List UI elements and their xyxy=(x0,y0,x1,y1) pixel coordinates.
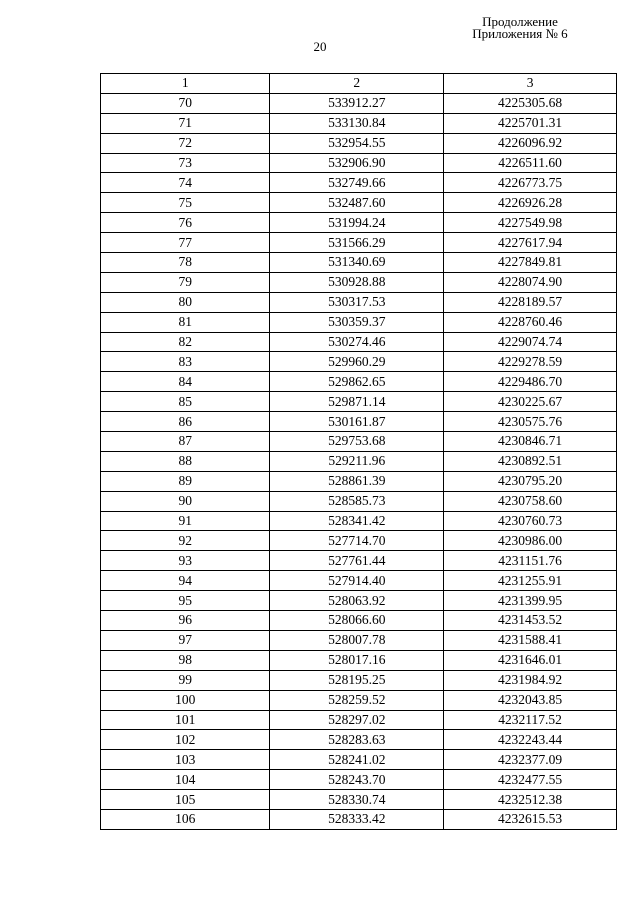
y-coordinate-cell: 4227849.81 xyxy=(444,253,617,273)
y-coordinate-cell: 4227617.94 xyxy=(444,233,617,253)
table-row xyxy=(101,173,617,193)
point-number-cell: 72 xyxy=(101,133,270,153)
y-coordinate-cell: 4231151.76 xyxy=(444,551,617,571)
x-coordinate-cell: 528063.92 xyxy=(270,591,444,611)
table-row xyxy=(101,630,617,650)
table-row xyxy=(101,372,617,392)
point-number-cell: 105 xyxy=(101,790,270,810)
x-coordinate-cell: 527714.70 xyxy=(270,531,444,551)
point-number-cell: 73 xyxy=(101,153,270,173)
x-coordinate-cell: 529211.96 xyxy=(270,451,444,471)
y-coordinate-cell: 4230760.73 xyxy=(444,511,617,531)
y-coordinate-cell: 4226926.28 xyxy=(444,193,617,213)
y-coordinate-cell: 4229278.59 xyxy=(444,352,617,372)
y-coordinate-cell: 4231646.01 xyxy=(444,650,617,670)
table-row xyxy=(101,113,617,133)
column-header-3: 3 xyxy=(444,74,617,94)
x-coordinate-cell: 530317.53 xyxy=(270,292,444,312)
y-coordinate-cell: 4230795.20 xyxy=(444,471,617,491)
x-coordinate-cell: 528585.73 xyxy=(270,491,444,511)
y-coordinate-cell: 4232043.85 xyxy=(444,690,617,710)
y-coordinate-cell: 4229074.74 xyxy=(444,332,617,352)
y-coordinate-cell: 4230225.67 xyxy=(444,392,617,412)
x-coordinate-cell: 527761.44 xyxy=(270,551,444,571)
table-row xyxy=(101,272,617,292)
y-coordinate-cell: 4228189.57 xyxy=(444,292,617,312)
table-row xyxy=(101,213,617,233)
table-row xyxy=(101,392,617,412)
x-coordinate-cell: 532906.90 xyxy=(270,153,444,173)
y-coordinate-cell: 4231453.52 xyxy=(444,611,617,631)
x-coordinate-cell: 531994.24 xyxy=(270,213,444,233)
y-coordinate-cell: 4229486.70 xyxy=(444,372,617,392)
point-number-cell: 101 xyxy=(101,710,270,730)
table-row xyxy=(101,790,617,810)
y-coordinate-cell: 4227549.98 xyxy=(444,213,617,233)
table-row xyxy=(101,710,617,730)
table-row xyxy=(101,611,617,631)
y-coordinate-cell: 4230846.71 xyxy=(444,432,617,452)
x-coordinate-cell: 532749.66 xyxy=(270,173,444,193)
point-number-cell: 82 xyxy=(101,332,270,352)
table-row xyxy=(101,352,617,372)
table-row xyxy=(101,93,617,113)
appendix-header xyxy=(430,16,610,40)
point-number-cell: 81 xyxy=(101,312,270,332)
y-coordinate-cell: 4228760.46 xyxy=(444,312,617,332)
point-number-cell: 106 xyxy=(101,809,270,829)
x-coordinate-cell: 529862.65 xyxy=(270,372,444,392)
point-number-cell: 90 xyxy=(101,491,270,511)
x-coordinate-cell: 528330.74 xyxy=(270,790,444,810)
table-row xyxy=(101,451,617,471)
x-coordinate-cell: 532954.55 xyxy=(270,133,444,153)
table-row xyxy=(101,750,617,770)
x-coordinate-cell: 529871.14 xyxy=(270,392,444,412)
coordinates-table-body xyxy=(101,74,617,830)
x-coordinate-cell: 530928.88 xyxy=(270,272,444,292)
y-coordinate-cell: 4232477.55 xyxy=(444,770,617,790)
y-coordinate-cell: 4232243.44 xyxy=(444,730,617,750)
table-row xyxy=(101,551,617,571)
table-row xyxy=(101,591,617,611)
x-coordinate-cell: 531340.69 xyxy=(270,253,444,273)
table-row xyxy=(101,133,617,153)
x-coordinate-cell: 528066.60 xyxy=(270,611,444,631)
x-coordinate-cell: 528259.52 xyxy=(270,690,444,710)
x-coordinate-cell: 533912.27 xyxy=(270,93,444,113)
point-number-cell: 93 xyxy=(101,551,270,571)
table-row xyxy=(101,233,617,253)
table-row xyxy=(101,730,617,750)
point-number-cell: 99 xyxy=(101,670,270,690)
y-coordinate-cell: 4232117.52 xyxy=(444,710,617,730)
table-row xyxy=(101,809,617,829)
x-coordinate-cell: 528007.78 xyxy=(270,630,444,650)
point-number-cell: 75 xyxy=(101,193,270,213)
y-coordinate-cell: 4232615.53 xyxy=(444,809,617,829)
x-coordinate-cell: 532487.60 xyxy=(270,193,444,213)
appendix-header-line1: Продолжение xyxy=(482,14,558,29)
y-coordinate-cell: 4226511.60 xyxy=(444,153,617,173)
y-coordinate-cell: 4231255.91 xyxy=(444,571,617,591)
y-coordinate-cell: 4230892.51 xyxy=(444,451,617,471)
x-coordinate-cell: 528243.70 xyxy=(270,770,444,790)
x-coordinate-cell: 528297.02 xyxy=(270,710,444,730)
point-number-cell: 78 xyxy=(101,253,270,273)
table-row xyxy=(101,471,617,491)
table-row xyxy=(101,253,617,273)
x-coordinate-cell: 528195.25 xyxy=(270,670,444,690)
y-coordinate-cell: 4225701.31 xyxy=(444,113,617,133)
y-coordinate-cell: 4228074.90 xyxy=(444,272,617,292)
table-row xyxy=(101,770,617,790)
point-number-cell: 95 xyxy=(101,591,270,611)
point-number-cell: 97 xyxy=(101,630,270,650)
y-coordinate-cell: 4231588.41 xyxy=(444,630,617,650)
point-number-cell: 104 xyxy=(101,770,270,790)
y-coordinate-cell: 4226773.75 xyxy=(444,173,617,193)
table-row xyxy=(101,312,617,332)
x-coordinate-cell: 528341.42 xyxy=(270,511,444,531)
table-row xyxy=(101,511,617,531)
x-coordinate-cell: 528861.39 xyxy=(270,471,444,491)
table-row xyxy=(101,650,617,670)
point-number-cell: 74 xyxy=(101,173,270,193)
point-number-cell: 100 xyxy=(101,690,270,710)
point-number-cell: 71 xyxy=(101,113,270,133)
point-number-cell: 76 xyxy=(101,213,270,233)
x-coordinate-cell: 533130.84 xyxy=(270,113,444,133)
y-coordinate-cell: 4231399.95 xyxy=(444,591,617,611)
x-coordinate-cell: 529753.68 xyxy=(270,432,444,452)
point-number-cell: 80 xyxy=(101,292,270,312)
point-number-cell: 96 xyxy=(101,611,270,631)
point-number-cell: 92 xyxy=(101,531,270,551)
x-coordinate-cell: 528333.42 xyxy=(270,809,444,829)
x-coordinate-cell: 530274.46 xyxy=(270,332,444,352)
point-number-cell: 77 xyxy=(101,233,270,253)
coordinates-table xyxy=(100,73,617,830)
x-coordinate-cell: 530359.37 xyxy=(270,312,444,332)
point-number-cell: 87 xyxy=(101,432,270,452)
page-number: 20 xyxy=(313,39,327,54)
point-number-cell: 103 xyxy=(101,750,270,770)
point-number-cell: 70 xyxy=(101,93,270,113)
x-coordinate-cell: 528017.16 xyxy=(270,650,444,670)
x-coordinate-cell: 529960.29 xyxy=(270,352,444,372)
column-header-2: 2 xyxy=(270,74,444,94)
x-coordinate-cell: 530161.87 xyxy=(270,412,444,432)
appendix-header-line2: Приложения № 6 xyxy=(472,26,568,41)
table-row xyxy=(101,412,617,432)
y-coordinate-cell: 4230986.00 xyxy=(444,531,617,551)
column-header-1: 1 xyxy=(101,74,270,94)
point-number-cell: 89 xyxy=(101,471,270,491)
point-number-cell: 83 xyxy=(101,352,270,372)
y-coordinate-cell: 4232377.09 xyxy=(444,750,617,770)
x-coordinate-cell: 527914.40 xyxy=(270,571,444,591)
point-number-cell: 88 xyxy=(101,451,270,471)
table-row xyxy=(101,670,617,690)
table-header-row xyxy=(101,74,617,94)
point-number-cell: 98 xyxy=(101,650,270,670)
table-row xyxy=(101,193,617,213)
y-coordinate-cell: 4230758.60 xyxy=(444,491,617,511)
point-number-cell: 84 xyxy=(101,372,270,392)
table-row xyxy=(101,531,617,551)
x-coordinate-cell: 528241.02 xyxy=(270,750,444,770)
point-number-cell: 102 xyxy=(101,730,270,750)
y-coordinate-cell: 4230575.76 xyxy=(444,412,617,432)
x-coordinate-cell: 531566.29 xyxy=(270,233,444,253)
point-number-cell: 85 xyxy=(101,392,270,412)
x-coordinate-cell: 528283.63 xyxy=(270,730,444,750)
point-number-cell: 91 xyxy=(101,511,270,531)
table-row xyxy=(101,690,617,710)
point-number-cell: 94 xyxy=(101,571,270,591)
y-coordinate-cell: 4225305.68 xyxy=(444,93,617,113)
y-coordinate-cell: 4231984.92 xyxy=(444,670,617,690)
point-number-cell: 86 xyxy=(101,412,270,432)
table-row xyxy=(101,571,617,591)
table-row xyxy=(101,432,617,452)
y-coordinate-cell: 4232512.38 xyxy=(444,790,617,810)
table-row xyxy=(101,332,617,352)
table-row xyxy=(101,292,617,312)
point-number-cell: 79 xyxy=(101,272,270,292)
y-coordinate-cell: 4226096.92 xyxy=(444,133,617,153)
table-row xyxy=(101,491,617,511)
table-row xyxy=(101,153,617,173)
